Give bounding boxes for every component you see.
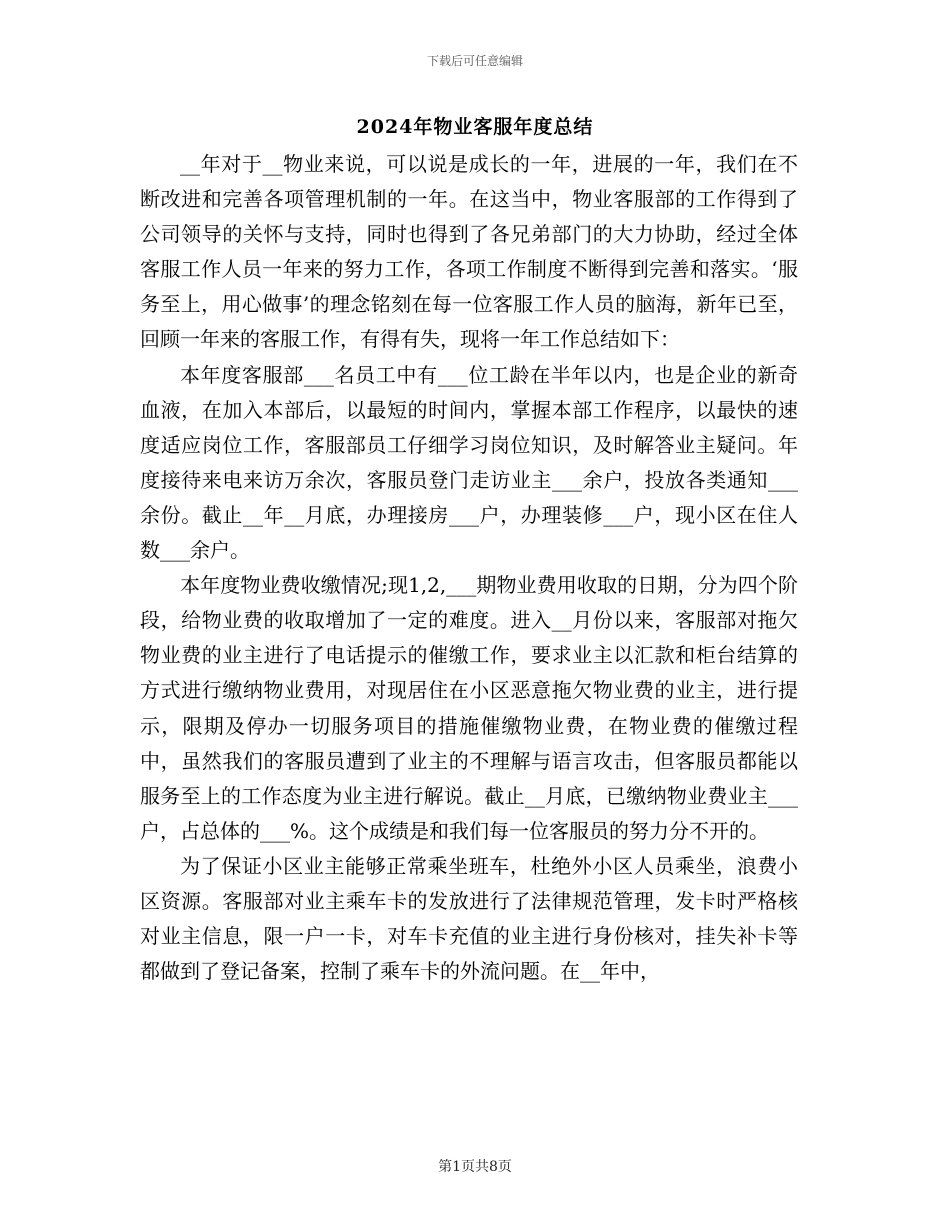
paragraph-1: __年对于__物业来说，可以说是成长的一年，进展的一年，我们在不断改进和完善各项管理机制的一年。在这当中，物业客服部的工作得到了公司领导的关怀与支持，同时也得到了各兄弟部门的大力协助，经过全体客服工作人员一年来的努力工作，各项工作制度不断得到完善和落实。‘服务至上，用心做事’的理念铭刻在每一位客服工作人员的脑海，新年已至，回顾一年来的客服工作，有得有失，现将一年工作总结如下：	[140, 152, 798, 352]
paragraph-2: 本年度客服部___名员工中有___位工龄在半年以内，也是企业的新奇血液，在加入本部后，以最短的时间内，掌握本部工作程序，以最快的速度适应岗位工作，客服部员工仔细学习岗位知识，及时解答业主疑问。年度接待来电来访万余次，客服员登门走访业主___余户，投放各类通知___余份。截止__年__月底，办理接房___户，办理装修___户，现小区在住人数___余户。	[140, 362, 798, 563]
document-title: 2024年物业客服年度总结	[356, 116, 594, 138]
header-note: 下载后可任意编辑	[426, 54, 523, 68]
paragraph-4: 为了保证小区业主能够正常乘坐班车，杜绝外小区人员乘坐，浪费小区资源。客服部对业主乘车卡的发放进行了法律规范管理，发卡时严格核对业主信息，限一户一卡，对车卡充值的业主进行身份核对，挂失补卡等都做到了登记备案，控制了乘车卡的外流问题。在__年中，	[140, 853, 798, 984]
paragraph-3: 本年度物业费收缴情况;现1,2,___期物业费用收取的日期，分为四个阶段，给物业费的收取增加了一定的难度。进入__月份以来，客服部对拖欠物业费的业主进行了电话提示的催缴工作，要求业主以汇款和柜台结算的方式进行缴纳物业费用，对现居住在小区恶意拖欠物业费的业主，进行提示，限期及停办一切服务项目的措施催缴物业费，在物业费的催缴过程中，虽然我们的客服员遭到了业主的不理解与语言攻击，但客服员都能以服务至上的工作态度为业主进行解说。截止__月底，已缴纳物业费业主___户，占总体的___%。这个成绩是和我们每一位客服员的努力分不开的。	[140, 573, 798, 843]
document-body	[140, 147, 798, 989]
page-footer: 第1页共8页	[438, 1159, 512, 1175]
